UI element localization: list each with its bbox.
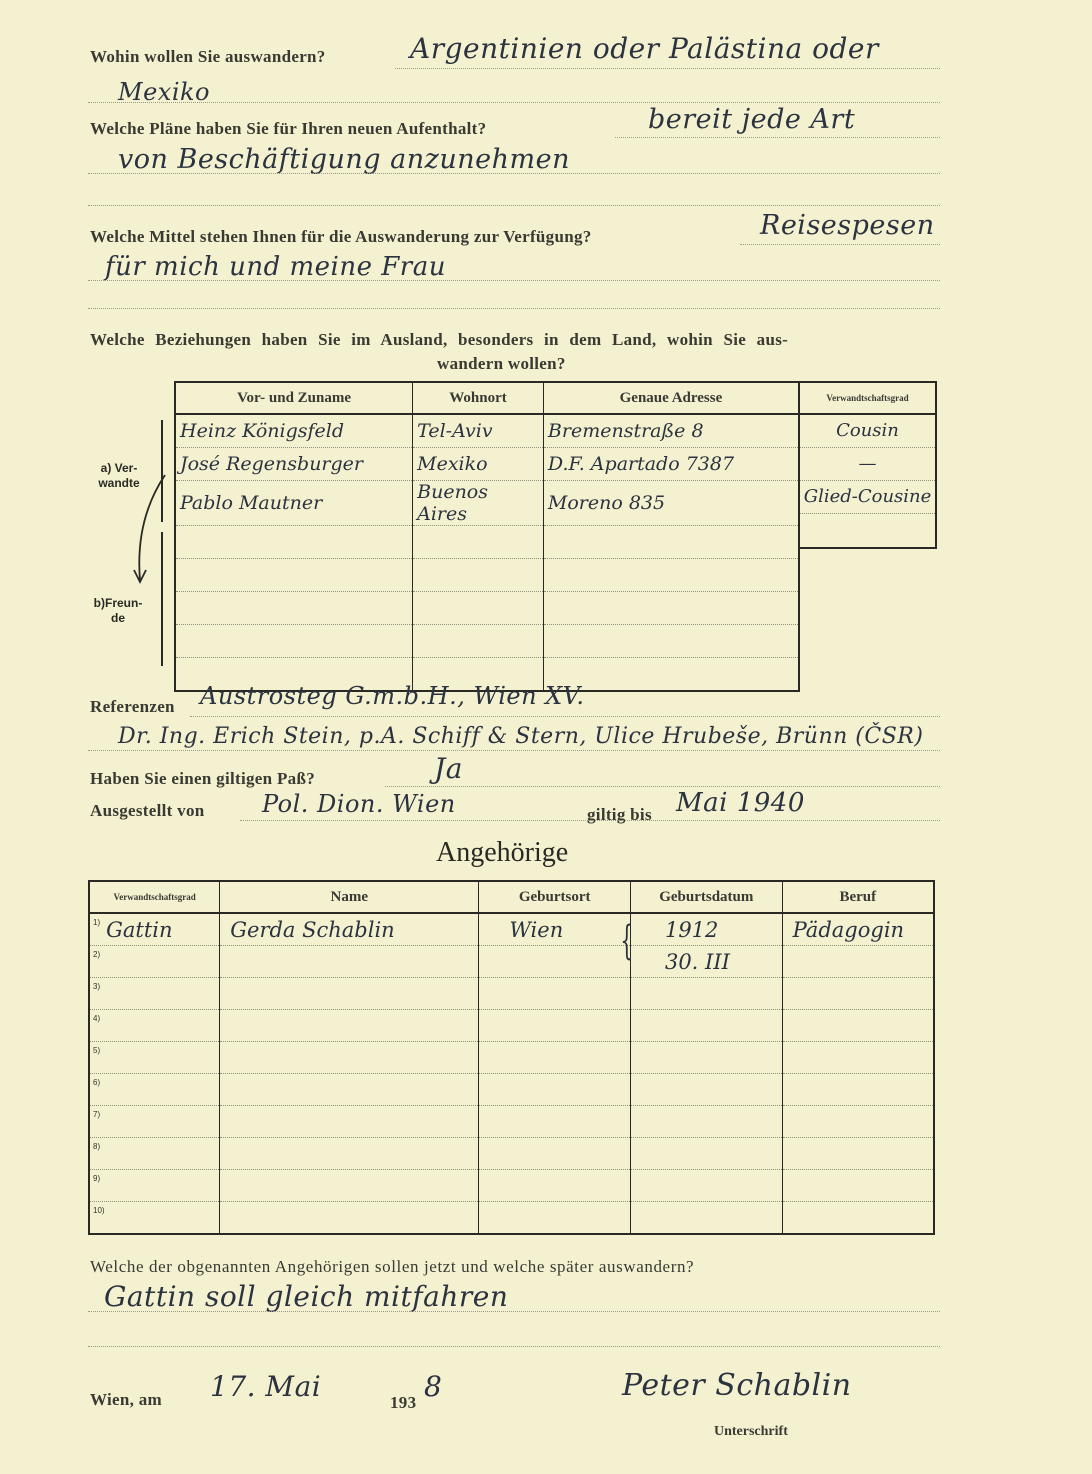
cell-birthplace [479, 978, 631, 1010]
header-address: Genaue Adresse [543, 382, 799, 414]
issued-by-value: Pol. Dion. Wien [262, 790, 456, 818]
rule-line [88, 1311, 940, 1312]
table-row [175, 414, 799, 448]
table-row [175, 625, 799, 658]
header-birthplace: Geburtsort [479, 881, 631, 913]
cell-residence [413, 592, 544, 625]
cell-profession [782, 1042, 934, 1074]
header-relation: Verwandtschaftsgrad [89, 881, 220, 913]
table-row [175, 559, 799, 592]
answer-later: Gattin soll gleich mitfahren [104, 1280, 509, 1313]
relation-value [100, 1046, 106, 1070]
cell-birthdate [630, 1042, 782, 1074]
cell-residence: Buenos Aires [413, 481, 544, 526]
rule-line [88, 173, 940, 174]
cell-birthdate-value: 30. III [664, 949, 730, 974]
row-number: 7) [93, 1109, 101, 1119]
cell-address [543, 625, 799, 658]
answer-passport: Ja [434, 752, 463, 785]
valid-until-value: Mai 1940 [676, 788, 805, 818]
cell-birthplace [479, 1042, 631, 1074]
rule-line [88, 308, 940, 309]
rule-line [88, 750, 940, 751]
cell-full-name: Pablo Mautner [175, 481, 413, 526]
cell-relation [89, 946, 220, 978]
question-passport: Haben Sie einen giltigen Paß? [90, 769, 315, 788]
year-suffix: 8 [424, 1370, 443, 1403]
cell-name [220, 1170, 479, 1202]
cell-birthdate [630, 1138, 782, 1170]
curly-brace-icon: { [620, 918, 634, 964]
row-number: 5) [93, 1045, 101, 1055]
cell-profession-value: Pädagogin [792, 917, 905, 942]
answer-means-line2: für mich und meine Frau [105, 252, 446, 282]
row-number: 6) [93, 1077, 101, 1087]
cell-address: Bremenstraße 8 [543, 414, 799, 448]
cell-birthdate [630, 913, 782, 946]
answer-destination-line1: Argentinien oder Palästina oder [410, 32, 879, 65]
cell-residence [413, 526, 544, 559]
cell-name [220, 1074, 479, 1106]
cell-full-name [175, 592, 413, 625]
header-birthdate: Geburtsdatum [630, 881, 782, 913]
rule-line [240, 820, 940, 821]
relation-value [105, 1206, 111, 1230]
label-relatives: a) Ver- wandte [98, 461, 140, 490]
relations-table [174, 381, 800, 692]
question-plans: Welche Pläne haben Sie für Ihren neuen Aufenthalt? [90, 119, 487, 138]
answer-plans-line2: von Beschäftigung anzunehmen [118, 144, 570, 175]
table-row [175, 448, 799, 481]
relatives-title: Angehörige [436, 837, 569, 868]
cell-birthplace [479, 1138, 631, 1170]
cell-birthdate [630, 978, 782, 1010]
rule-line [190, 716, 940, 717]
table-row [175, 526, 799, 559]
label-valid-until: giltig bis [587, 805, 652, 824]
cell-relation [89, 1042, 220, 1074]
relation-value [100, 1014, 106, 1038]
cell-birthplace [479, 1010, 631, 1042]
cell-residence [413, 559, 544, 592]
cell-relation [89, 1010, 220, 1042]
cell-name [220, 1138, 479, 1170]
references-line2: Dr. Ing. Erich Stein, p.A. Schiff & Stern, Ulice Hrubeše, Brünn (ČSR) [118, 724, 924, 749]
question-relations-line2: wandern wollen? [437, 354, 566, 373]
cell-name [220, 1042, 479, 1074]
cell-profession [782, 1202, 934, 1235]
row-number: 9) [93, 1173, 101, 1183]
cell-relation [89, 1138, 220, 1170]
date-value: 17. Mai [210, 1370, 322, 1403]
relation-value [100, 982, 106, 1006]
cell-name [220, 913, 479, 946]
answer-plans-line1: bereit jede Art [648, 104, 856, 135]
cell-birthplace-value: Wien [509, 917, 564, 942]
cell-address: Moreno 835 [543, 481, 799, 526]
cell-address [543, 526, 799, 559]
table-row [89, 1074, 934, 1106]
cell-relationship-degree: — [800, 448, 935, 481]
label-friends: b)Freun- de [93, 596, 143, 625]
cell-birthplace [479, 1074, 631, 1106]
cell-profession [782, 913, 934, 946]
cell-full-name: Heinz Königsfeld [175, 414, 413, 448]
table-row [175, 481, 799, 526]
table-row [89, 946, 934, 978]
cell-address [543, 559, 799, 592]
relation-value [100, 1110, 106, 1134]
signature: Peter Schablin [622, 1368, 852, 1403]
question-later: Welche der obgenannten Angehörigen sollen jetzt und welche später auswandern? [90, 1257, 695, 1276]
cell-relation [89, 1202, 220, 1235]
cell-full-name [175, 559, 413, 592]
cell-profession [782, 946, 934, 978]
table-row [89, 978, 934, 1010]
header-full-name: Vor- und Zuname [175, 382, 413, 414]
rule-line [395, 68, 940, 69]
header-relationship-degree: Verwandtschaftsgrad [800, 383, 935, 415]
signature-label: Unterschrift [714, 1424, 788, 1439]
cell-address: D.F. Apartado 7387 [543, 448, 799, 481]
cell-birthplace [479, 1170, 631, 1202]
label-issued-by: Ausgestellt von [90, 801, 205, 820]
cell-birthdate [630, 1170, 782, 1202]
cell-relationship-degree: Glied-Cousine [800, 481, 935, 514]
cell-name [220, 1202, 479, 1235]
rule-line [385, 786, 940, 787]
table-row [89, 1202, 934, 1235]
rule-line [88, 205, 940, 206]
cell-profession [782, 978, 934, 1010]
cell-residence: Tel-Aviv [413, 414, 544, 448]
table-row [175, 592, 799, 625]
answer-destination-line2: Mexiko [118, 78, 210, 106]
rule-line [88, 1346, 940, 1347]
cell-residence: Mexiko [413, 448, 544, 481]
cell-profession [782, 1138, 934, 1170]
rule-line [740, 244, 940, 245]
cell-relation [89, 1106, 220, 1138]
cell-name-value: Gerda Schablin [230, 917, 395, 942]
cell-name [220, 1106, 479, 1138]
header-residence: Wohnort [413, 382, 544, 414]
label-references: Referenzen [90, 697, 175, 716]
question-relations-line1: Welche Beziehungen haben Sie im Ausland, besonders in dem Land, wohin Sie aus- [90, 330, 789, 349]
cell-full-name [175, 625, 413, 658]
cell-relationship-degree: Cousin [800, 415, 935, 448]
table-row [89, 1138, 934, 1170]
cell-birthdate [630, 1202, 782, 1235]
cell-birthplace [479, 913, 631, 946]
year-prefix: 193 [390, 1393, 417, 1412]
cell-relation [89, 978, 220, 1010]
cell-address [543, 592, 799, 625]
row-number: 2) [93, 949, 101, 959]
cell-profession [782, 1106, 934, 1138]
answer-means-line1: Reisespesen [760, 210, 935, 241]
table-row [89, 1042, 934, 1074]
relation-value [100, 1142, 106, 1166]
cell-relation [89, 1170, 220, 1202]
cell-birthplace [479, 1106, 631, 1138]
references-line1: Austrosteg G.m.b.H., Wien XV. [200, 682, 585, 710]
cell-birthdate [630, 1106, 782, 1138]
relation-value [100, 1174, 106, 1198]
header-name: Name [220, 881, 479, 913]
cell-name [220, 978, 479, 1010]
cell-name [220, 1010, 479, 1042]
cell-birthplace [479, 1202, 631, 1235]
cell-name [220, 946, 479, 978]
relation-value [100, 950, 106, 974]
cell-residence [413, 625, 544, 658]
row-number: 1) [93, 917, 101, 927]
table-row [89, 1010, 934, 1042]
cell-birthdate [630, 946, 782, 978]
cell-birthdate [630, 1074, 782, 1106]
question-means: Welche Mittel stehen Ihnen für die Auswanderung zur Verfügung? [90, 227, 592, 246]
relation-value [100, 1078, 106, 1102]
rule-line [615, 137, 940, 138]
cell-full-name [175, 526, 413, 559]
cell-profession [782, 1170, 934, 1202]
cell-birthdate [630, 1010, 782, 1042]
cell-birthplace [479, 946, 631, 978]
relatives-table [88, 880, 935, 1235]
cell-birthdate-value: 1912 [664, 917, 719, 942]
header-profession: Beruf [782, 881, 934, 913]
cell-profession [782, 1010, 934, 1042]
cell-relation [89, 913, 220, 946]
label-place-date: Wien, am [90, 1390, 162, 1409]
relation-value: Gattin [106, 917, 173, 942]
row-number: 4) [93, 1013, 101, 1023]
cell-relationship-degree [800, 514, 935, 546]
rule-line [88, 280, 940, 281]
rule-line [88, 102, 940, 103]
cell-profession [782, 1074, 934, 1106]
row-number: 10) [93, 1205, 105, 1215]
arrow-down-icon [125, 470, 175, 590]
cell-full-name: José Regensburger [175, 448, 413, 481]
table-row [89, 1106, 934, 1138]
row-number: 8) [93, 1141, 101, 1151]
cell-relation [89, 1074, 220, 1106]
table-row [89, 1170, 934, 1202]
row-number: 3) [93, 981, 101, 991]
table-row [89, 913, 934, 946]
question-destination: Wohin wollen Sie auswandern? [90, 47, 326, 66]
relationship-degree-column [799, 381, 937, 549]
